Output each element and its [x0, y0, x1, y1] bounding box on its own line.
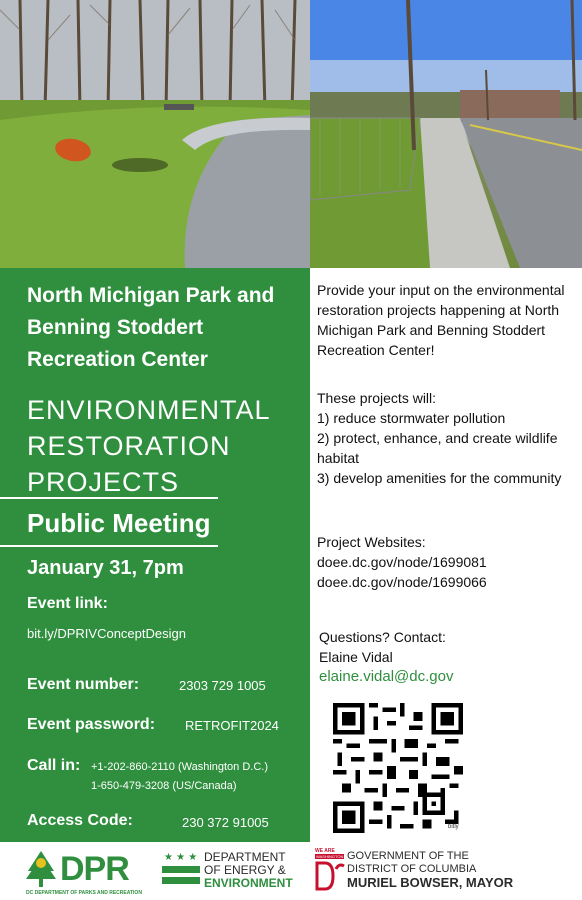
- project-item: 1) reduce stormwater pollution: [317, 410, 506, 426]
- contact-info: [319, 627, 575, 687]
- website-link[interactable]: doee.dc.gov/node/1699066: [317, 574, 487, 590]
- street-photo-illustration: [310, 0, 582, 268]
- doee-line-3: ENVIRONMENT: [204, 876, 293, 890]
- call-in-number-dc: +1-202-860-2110 (Washington D.C.): [91, 761, 269, 773]
- call-in-number-us: 1-650-479-3208 (US/Canada): [91, 780, 237, 792]
- dc-letters-icon: [315, 861, 345, 891]
- event-link-label: Event link:: [27, 595, 108, 612]
- websites-label: Project Websites:: [317, 534, 426, 550]
- header-photos: [0, 0, 582, 268]
- event-number-label: Event number:: [27, 676, 140, 693]
- event-password: RETROFIT2024: [185, 718, 279, 733]
- doee-line-2: OF ENERGY &: [204, 863, 286, 877]
- meeting-date: January 31, 7pm: [27, 557, 184, 579]
- event-link[interactable]: bit.ly/DPRIVConceptDesign: [27, 626, 186, 641]
- event-password-label: Event password:: [27, 716, 156, 733]
- project-item: 3) develop amenities for the community: [317, 470, 562, 486]
- dc-line-2: DISTRICT OF COLUMBIA: [347, 863, 477, 875]
- footer-logos: [0, 842, 582, 900]
- contact-email[interactable]: elaine.vidal@dc.gov: [319, 668, 454, 685]
- divider: [0, 497, 218, 499]
- project-websites: [317, 532, 575, 592]
- questions-label: Questions? Contact:: [319, 629, 446, 645]
- call-in-label: Call in:: [27, 757, 81, 774]
- svg-text:★ ★ ★: ★ ★ ★: [164, 852, 198, 863]
- dpr-logo: [24, 847, 150, 897]
- projects-list: [317, 388, 575, 488]
- street-photo: [310, 0, 582, 268]
- washington-text: WASHINGTON: [316, 854, 344, 859]
- park-photo: [0, 0, 310, 268]
- divider: [0, 545, 218, 547]
- projects-title: ENVIRONMENTAL RESTORATION PROJECTS: [27, 395, 270, 497]
- doee-logo: [162, 848, 302, 894]
- park-photo-illustration: [0, 0, 310, 268]
- projects-heading: These projects will:: [317, 390, 437, 406]
- we-are-text: WE ARE: [315, 848, 335, 854]
- event-number: 2303 729 1005: [179, 678, 266, 693]
- dc-mark: [315, 848, 345, 892]
- access-code-label: Access Code:: [27, 812, 133, 829]
- location-title: North Michigan Park and Benning Stoddert Recreation Center: [27, 284, 275, 371]
- project-item: 2) protect, enhance, and create wildlife habitat: [317, 430, 558, 466]
- access-code: 230 372 91005: [182, 815, 269, 830]
- dpr-wordmark: DPR: [60, 850, 129, 888]
- event-details-panel: [0, 268, 310, 842]
- qr-code[interactable]: [333, 703, 463, 833]
- dc-flag-icon: [162, 850, 202, 890]
- doee-line-1: DEPARTMENT: [204, 850, 286, 864]
- dc-government-logo: [315, 848, 575, 894]
- dc-line-1: GOVERNMENT OF THE: [347, 850, 469, 862]
- contact-name: Elaine Vidal: [319, 649, 393, 665]
- website-link[interactable]: doee.dc.gov/node/1699081: [317, 554, 487, 570]
- dc-line-3: MURIEL BOWSER, MAYOR: [347, 875, 514, 890]
- meeting-heading: Public Meeting: [27, 508, 211, 538]
- dpr-full-name: DC DEPARTMENT OF PARKS AND RECREATION: [26, 890, 142, 896]
- tree-icon: [24, 849, 58, 889]
- intro-text: Provide your input on the environmental restoration projects happening at North Michigan Park and Benning Stoddert Recreation Center!: [317, 282, 565, 358]
- qr-brand: bitly: [448, 824, 459, 830]
